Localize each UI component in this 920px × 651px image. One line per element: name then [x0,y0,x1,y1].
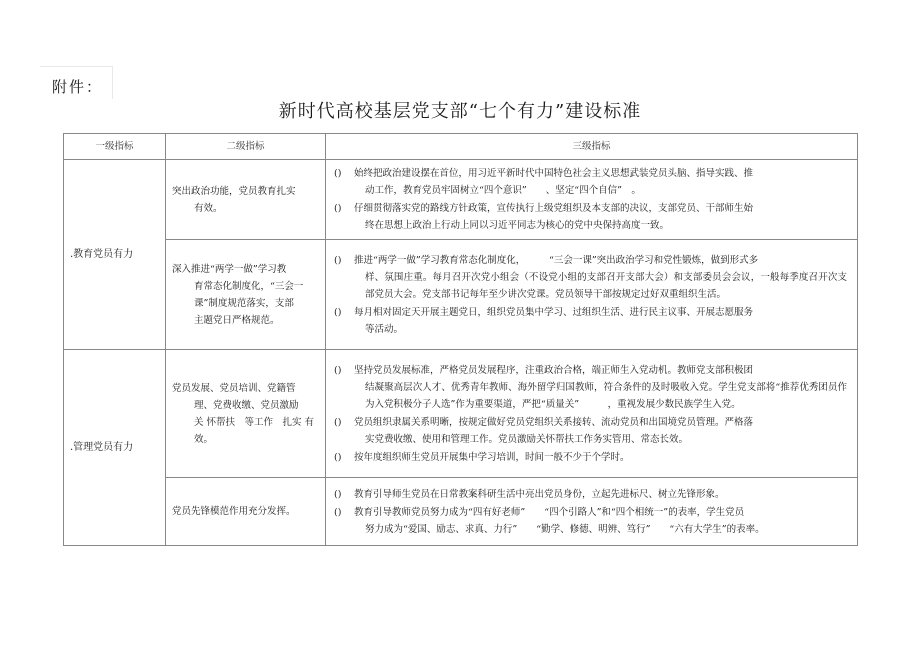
criterion-text-continued: 等活动。 [365,323,404,335]
table-row [64,240,858,350]
level2-indicator [166,240,326,350]
criterion-text-continued: 努力成为“爱国、励志、求真、力行” “勤学、修德、明辨、笃行” “六有大学生”的表率。 [365,523,765,535]
level2-text-line: 有效。 [194,202,223,214]
level2-text-line: 深入推进“两学一做”学习教 [172,263,287,275]
criterion-text: 按年度组织师生党员开展集中学习培训，时间一般不少于个学时。 [354,451,630,463]
criterion-item [334,304,847,338]
criterion-text: 推进“两学一做”学习教育常态化制度化， “三会一课”突出政治学习和党性锻炼，做到形式多 [354,254,759,266]
level2-text-line: 党员先锋模范作用充分发挥。 [172,506,296,517]
standards-table [63,133,858,546]
level2-text-line: 党员发展、党员培训、党籍管 [172,382,296,394]
criterion-text-continued: 动工作，教育党员牢固树立“四个意识” 、坚定“四个自信” 。 [365,185,641,196]
criterion-text: 教育引导师生党员在日常教案科研生活中亮出党员身份，立起先进标尺、树立先锋形象。 [354,488,725,500]
criterion-text-continued: 样、氛围庄重。每月召开次党小组会（不设党小组的支部召开支部大会）和支部委员会会议，一般每季度召开次支部党员大会。党支部书记每年至少讲次党课。党员领导干部按规定过好双重组织生活。 [365,271,847,300]
level2-text-line: 主题党日严格规范。 [194,314,280,326]
criterion-text: 党员组织隶属关系明晰，按规定做好党员党组织关系接转、流动党员和出国境党员管理。严格落 [354,416,754,428]
level1-indicator: .教育党员有力 [64,160,166,350]
column-header-level1: 一级指标 [64,134,166,160]
attachment-label: 附件： [52,78,104,96]
criterion-text: 始终把政治建设摆在首位，用习近平新时代中国特色社会主义思想武装党员头脑、指导实践、推 [354,168,754,179]
level2-text-line: 理、党费收缴、党员激励 [194,399,299,411]
criterion-text-continued: 结凝聚高层次人才、优秀青年教师、海外留学归国教师，符合条件的及时吸收入党。学生党支部将“推荐优秀团员作为入党积极分子人选”作为重要渠道，严把“质量关” ，重视发展少数民族学生入党。 [365,381,847,410]
criterion-bullet: () [334,488,342,500]
level2-text-line: 课”制度规范落实，支部 [194,297,294,309]
criterion-item [334,200,847,234]
criterion-bullet: () [334,203,342,214]
level3-indicator [326,160,858,240]
criterion-bullet: () [334,416,342,428]
criterion-bullet: () [334,168,342,179]
criterion-bullet: () [334,506,342,518]
page-title: 新时代高校基层党支部“七个有力”建设标准 [278,101,642,122]
level3-indicator [326,478,858,546]
criterion-bullet: () [334,306,342,318]
criterion-item [334,414,847,448]
criterion-bullet: () [334,364,342,376]
level2-indicator [166,160,326,240]
table-header-row [64,134,858,160]
column-header-level3: 三级指标 [326,134,858,160]
criterion-bullet: () [334,254,342,266]
level2-indicator [166,350,326,478]
level2-text-line: 育常态化制度化，“三会一 [194,280,304,292]
table-row [64,160,858,240]
criterion-text: 教育引导教师党员努力成为“四有好老师” “四个引路人”和“四个相统一”的表率，学生党员 [354,506,745,518]
criterion-item [334,486,847,503]
criterion-text: 仔细贯彻落实党的路线方针政策，宣传执行上级党组织及本支部的决议，支部党员、干部师生始 [354,203,754,214]
criterion-text: 坚持党员发展标准，严格党员发展程序，注重政治合格，端正师生入党动机。教师党支部积极团 [354,364,754,376]
level1-indicator: .管理党员有力 [64,350,166,546]
criterion-text-continued: 实党费收缴、使用和管理工作。党员激励关怀帮扶工作务实管用、常态长效。 [365,433,689,445]
table-row [64,478,858,546]
level3-indicator [326,350,858,478]
criterion-item [334,362,847,413]
criterion-text: 每月相对固定天开展主题党日，组织党员集中学习、过组织生活、进行民主议事、开展志愿服务 [354,306,754,318]
criterion-item [334,252,847,303]
level2-text-line: 突出政治功能，党员教育扎实 [172,185,296,197]
criterion-item [334,504,847,538]
level2-text-line: 关 怀帮扶 等工作 扎实 有 [194,416,315,428]
table-row [64,350,858,478]
criterion-item [334,165,847,199]
criterion-text-continued: 终在思想上政治上行动上同以习近平同志为核心的党中央保持高度一致。 [365,220,670,231]
criterion-item [334,449,847,466]
level2-indicator [166,478,326,546]
criterion-bullet: () [334,451,342,463]
level2-text-line: 效。 [194,433,214,445]
column-header-level2: 二级指标 [166,134,326,160]
level3-indicator [326,240,858,350]
